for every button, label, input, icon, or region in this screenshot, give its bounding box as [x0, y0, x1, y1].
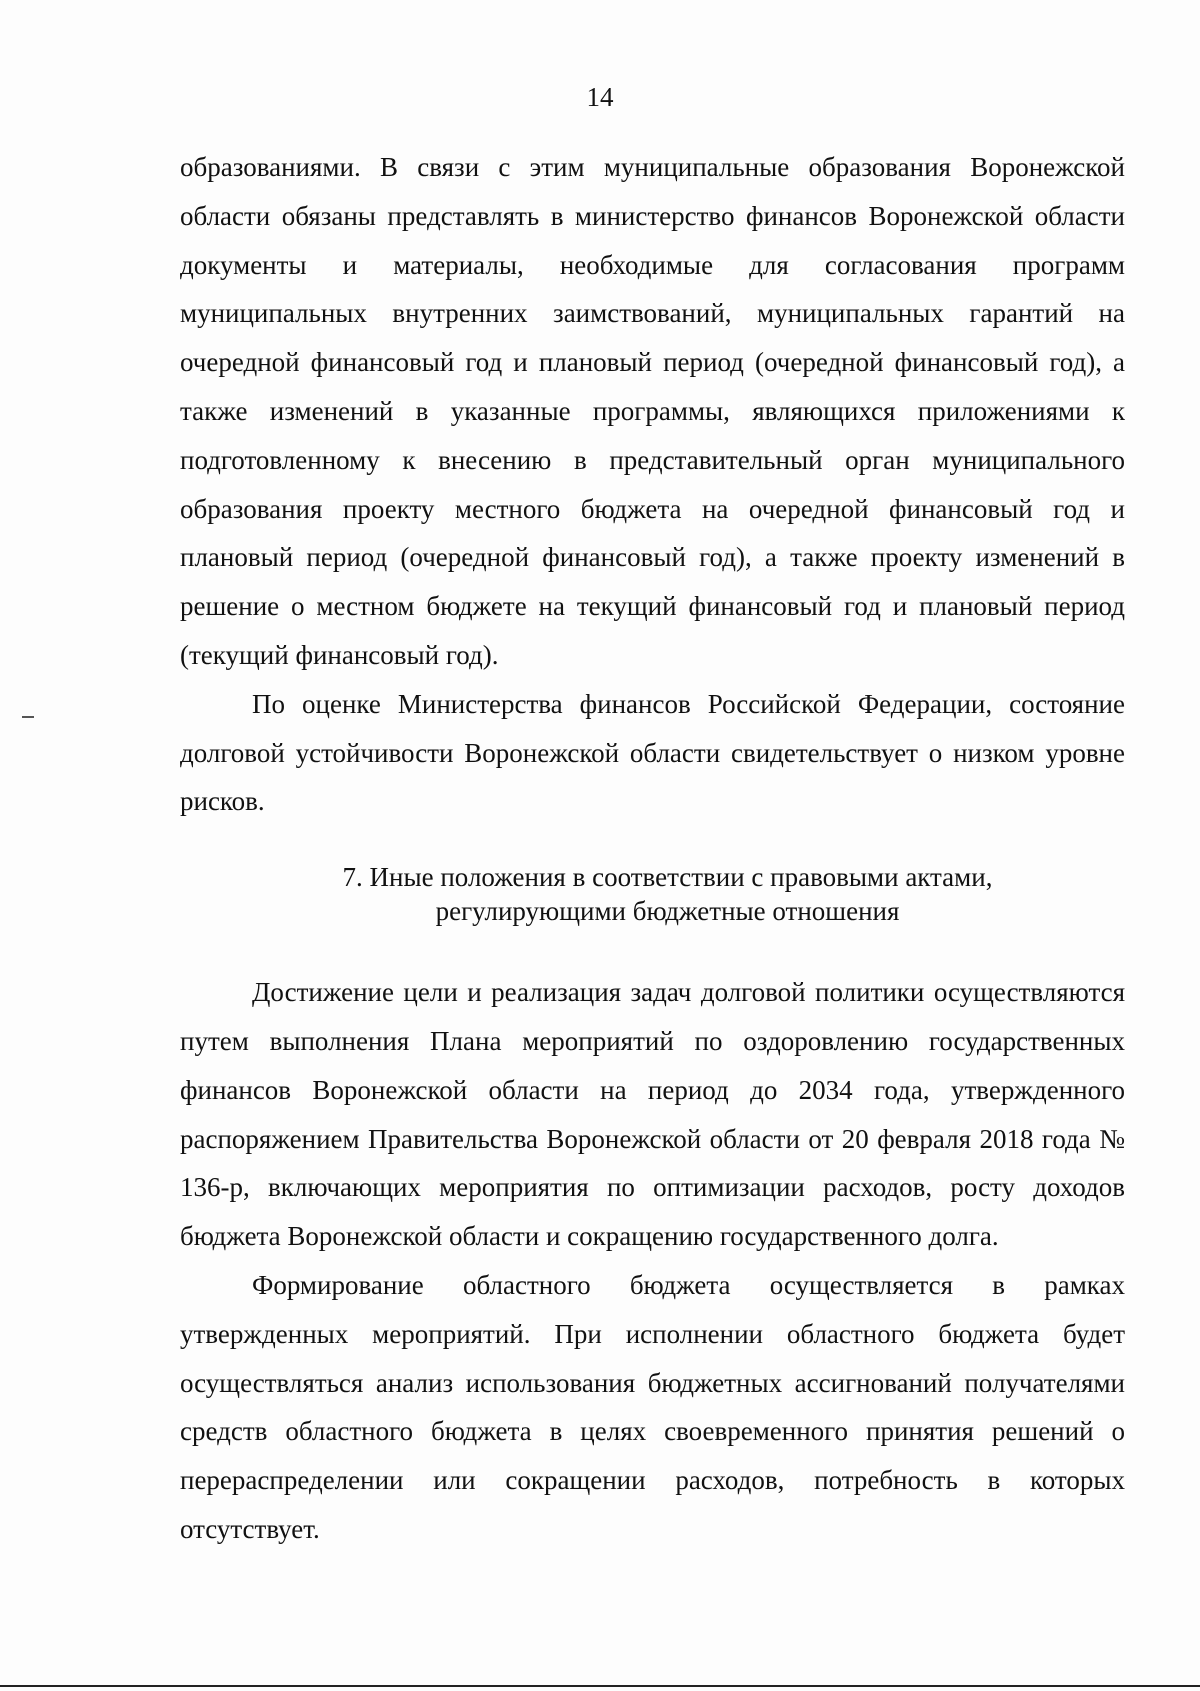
section-heading	[180, 860, 1125, 928]
paragraph-goals-achievement: Достижение цели и реализация задач долговой политики осуществляются путем выполнения Плана мероприятий по оздоровлению государственных финансов Воронежской области на период до 2034 года, утвержденного распоряжением Правительства Воронежской области от 20 февраля 2018 года № 136-р, включающих мероприятия по оптимизации расходов, росту доходов бюджета Воронежской области и сокращению государственного долга.	[180, 977, 1125, 1252]
scan-artifact-mark	[22, 716, 34, 718]
section-heading-line-2: регулирующими бюджетные отношения	[435, 896, 900, 927]
paragraph-debt-assessment: По оценке Министерства финансов Российской Федерации, состояние долговой устойчивости Воронежской области свидетельствует о низком уровне рисков.	[180, 688, 1125, 817]
bottom-edge-line	[0, 1685, 1200, 1687]
paragraph-continuation: образованиями. В связи с этим муниципальные образования Воронежской области обязаны представлять в министерство финансов Воронежской области документы и материалы, необходимые для согласования программ муниципальных внутренних заимствований, муниципальных гарантий на очередной финансовый год и плановый период (очередной финансовый год), а также изменений в указанные программы, являющихся приложениями к подготовленному к внесению в представительный орган муниципального образования проекту местного бюджета на очередной финансовый год и плановый период (очередной финансовый год), а также проекту изменений в решение о местном бюджете на текущий финансовый год и плановый период (текущий финансовый год).	[180, 152, 1125, 670]
paragraph-budget-formation: Формирование областного бюджета осуществляется в рамках утвержденных мероприятий. При исполнении областного бюджета будет осуществляться анализ использования бюджетных ассигнований получателями средств областного бюджета в целях своевременного принятия решений о перераспределении или сокращении расходов, потребность в которых отсутствует.	[180, 1269, 1125, 1544]
page-number: 14	[586, 82, 614, 112]
section-heading-line-1: 7. Иные положения в соответствии с правовыми актами,	[342, 862, 993, 893]
document-body	[180, 143, 1125, 1554]
